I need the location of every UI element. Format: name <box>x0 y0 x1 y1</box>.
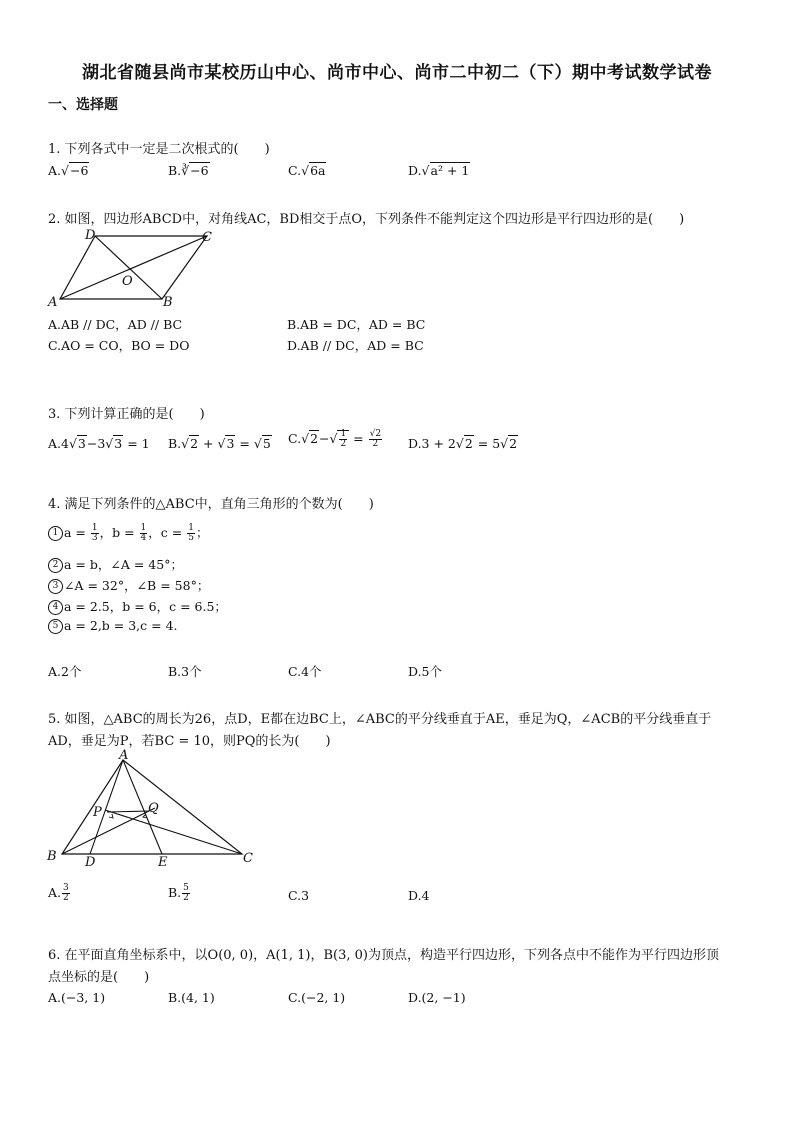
q5-option-b: B. $\frac{5}{2}$ <box>168 883 189 903</box>
q2-diagonal-bd <box>95 236 162 299</box>
q5-stem-line2: AD，垂足为P，若BC = 10，则PQ的长为( ) <box>48 734 331 749</box>
q4-option-b: B.3个 <box>168 664 202 679</box>
q5-label-a: A <box>119 748 129 763</box>
q2-parallelogram-figure <box>45 227 225 309</box>
q5-label-e: E <box>158 855 168 870</box>
q5-label-b: B <box>47 849 57 864</box>
q2-label-a: A <box>48 295 58 309</box>
q5-label-c: C <box>243 851 253 866</box>
q4-stem: 4. 满足下列条件的△ABC中，直角三角形的个数为( ) <box>48 497 374 512</box>
q1-option-c: C.√6a <box>288 163 326 178</box>
q3-option-d: D.3 + 2√2 = 5√2 <box>408 436 518 451</box>
q5-segment-pq <box>107 811 149 812</box>
q6-option-a: A.(−3, 1) <box>48 990 106 1005</box>
q5-label-d: D <box>85 855 96 870</box>
q5-option-a: A. $\frac{3}{2}$ <box>48 883 69 903</box>
q5-option-d: D.4 <box>408 888 430 903</box>
q4-condition-2: 2 a = b，∠A = 45°； <box>48 555 183 573</box>
q2-label-b: B <box>163 295 173 309</box>
q2-label-o: O <box>122 274 133 289</box>
q2-label-d: D <box>85 228 96 243</box>
q4-option-c: C.4个 <box>288 664 322 679</box>
q4-condition-1: 1 a = $\frac{1}{3}$ ，b = $\frac{1}{4}$ ，c = $\frac{1}{5}$ ； <box>48 523 208 543</box>
q5-bisector-c <box>105 810 242 854</box>
q1-option-d: D.√a² + 1 <box>408 163 470 178</box>
q5-option-c: C.3 <box>288 888 310 903</box>
q6-stem-line1: 6. 在平面直角坐标系中，以O(0, 0)，A(1, 1)，B(3, 0)为顶点，构造平行四边形，下列各点中不能作为平行四边形顶 <box>48 948 719 963</box>
q4-condition-3: 3 ∠A = 32°，∠B = 58°； <box>48 576 209 594</box>
q2-option-d: D.AB // DC，AD = BC <box>287 338 424 353</box>
q2-option-a: A.AB // DC，AD // BC <box>48 317 183 332</box>
section-heading: 一、选择题 <box>48 97 118 113</box>
q5-label-p: P <box>93 805 102 820</box>
q1-stem: 1. 下列各式中一定是二次根式的( ) <box>48 142 270 157</box>
q5-bisector-b <box>62 808 155 854</box>
q4-option-a: A.2个 <box>48 664 82 679</box>
q3-option-b: B.√2 + √3 = √5 <box>168 436 271 451</box>
q4-option-d: D.5个 <box>408 664 443 679</box>
q5-label-q: Q <box>148 801 159 816</box>
q5-right-angle-p <box>109 814 113 818</box>
q6-option-c: C.(−2, 1) <box>288 990 346 1005</box>
q2-stem: 2. 如图，四边形ABCD中，对角线AC，BD相交于点O，下列条件不能判定这个四边形是平行四边形的是( ) <box>48 212 685 227</box>
q2-option-c: C.AO = CO，BO = DO <box>48 338 190 353</box>
q2-label-c: C <box>202 230 212 245</box>
q3-option-c: C.√2−√ $\frac{1}{2}$ = $\frac{√2}{2}$ <box>288 429 382 449</box>
q3-stem: 3. 下列计算正确的是( ) <box>48 407 205 422</box>
page-title: 湖北省随县尚市某校历山中心、尚市中心、尚市二中初二（下）期中考试数学试卷 <box>82 63 712 83</box>
q2-option-b: B.AB = DC，AD = BC <box>287 317 426 332</box>
q4-condition-5: 5 a = 2,b = 3,c = 4. <box>48 618 178 634</box>
q1-option-b: B.∛−6 <box>168 163 209 178</box>
q5-stem-line1: 5. 如图，△ABC的周长为26，点D，E都在边BC上，∠ABC的平分线垂直于AE，垂足为Q，∠ACB的平分线垂直于 <box>48 712 712 727</box>
q4-condition-4: 4 a = 2.5，b = 6，c = 6.5； <box>48 597 227 615</box>
q1-option-a: A.√−6 <box>48 163 89 178</box>
q6-option-b: B.(4, 1) <box>168 990 215 1005</box>
q3-option-a: A.4√3−3√3 = 1 <box>48 436 150 451</box>
q5-triangle-figure <box>45 748 265 872</box>
q6-option-d: D.(2, −1) <box>408 990 466 1005</box>
q6-stem-line2: 点坐标的是( ) <box>48 970 150 985</box>
